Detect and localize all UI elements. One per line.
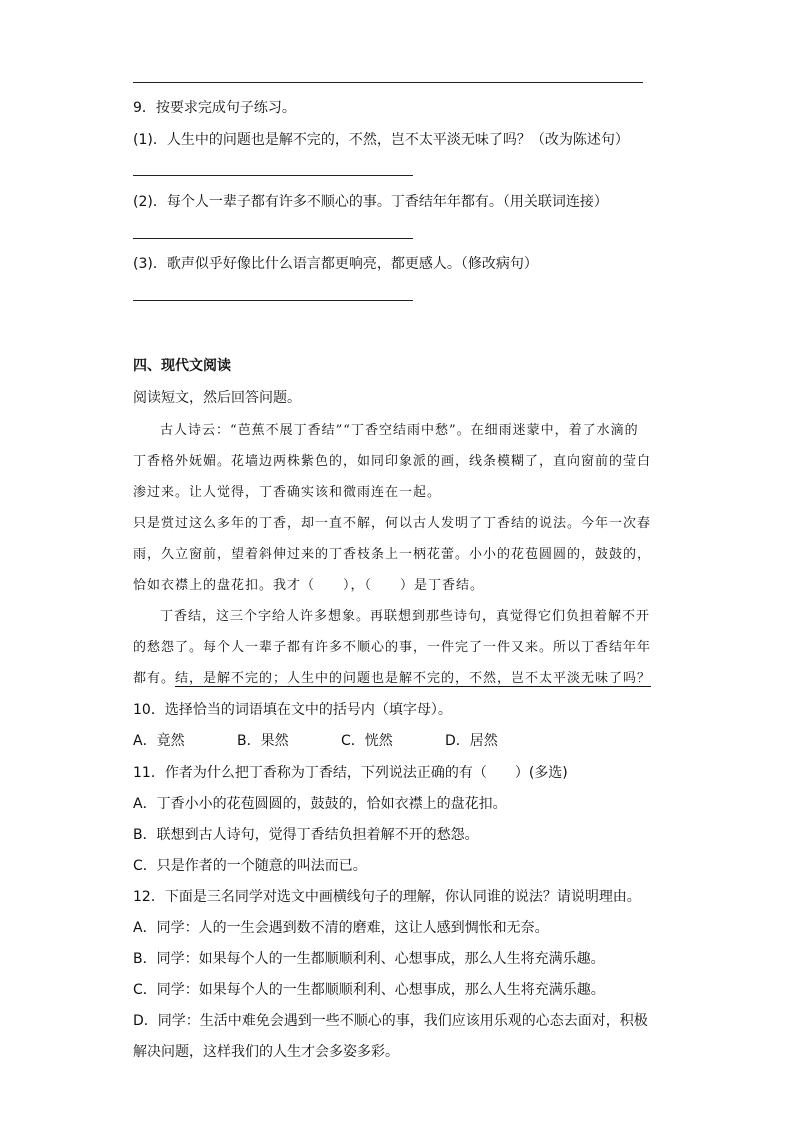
q12-option-a[interactable]: A．同学：人的一生会遇到数不清的磨难，这让人感到惆怅和无奈。 [133,920,549,936]
passage-line-6: 恰如衣襟上的盘花扣。我才（ ），（ ）是丁香结。 [133,578,485,593]
q9-title: 9．按要求完成句子练习。 [133,100,296,116]
q10-option-a[interactable]: A．竟然 [133,733,185,749]
q10-option-b[interactable]: B．果然 [237,733,289,749]
top-rule [133,82,643,83]
underlined-sentence: 结，是解不完的；人生中的问题也是解不完的，不然，岂不太平淡无味了吗？ [175,671,652,686]
q10-title: 10．选择恰当的词语填在文中的括号内（填字母）。 [133,702,452,718]
q11-option-a[interactable]: A．丁香小小的花苞圆圆的，鼓鼓的，恰如衣襟上的盘花扣。 [133,796,507,812]
q12-option-d-line-1[interactable]: D．同学：生活中难免会遇到一些不顺心的事，我们应该用乐观的心态去面对，积极 [133,1013,648,1029]
passage-line-4: 只是赏过这么多年的丁香，却一直不解，何以古人发明了丁香结的说法。今年一次春 [133,516,652,531]
q9-item-3: (3)．歌声似乎好像比什么语言都更响亮，都更感人。（修改病句） [133,256,538,272]
q12-option-d-line-2[interactable]: 解决问题，这样我们的人生才会多姿多彩。 [133,1044,399,1060]
passage-line-5: 雨，久立窗前，望着斜伸过来的丁香枝条上一柄花蕾。小小的花苞圆圆的，鼓鼓的， [133,547,652,562]
q10-option-d[interactable]: D．居然 [445,733,498,749]
q9-answer-line-3[interactable] [133,300,413,301]
q9-item-2: (2)．每个人一辈子都有许多不顺心的事。丁香结年年都有。（用关联词连接） [133,194,608,210]
q12-option-c[interactable]: C．同学：如果每个人的一生都顺顺利利、心想事成，那么人生将充满乐趣。 [133,982,605,998]
passage-line-1: 古人诗云：“芭蕉不展丁香结”“丁香空结雨中愁”。在细雨迷蒙中，着了水滴的 [160,423,639,438]
q12-title: 12．下面是三名同学对选文中画横线句子的理解，你认同谁的说法？请说明理由。 [133,889,641,905]
q9-answer-line-2[interactable] [133,238,413,239]
q9-answer-line-1[interactable] [133,175,413,176]
q11-option-c[interactable]: C．只是作者的一个随意的叫法而已。 [133,858,367,874]
passage-line-7: 丁香结，这三个字给人许多想象。再联想到那些诗句，真觉得它们负担着解不开 [160,609,651,624]
q9-item-1: (1)．人生中的问题也是解不完的，不然，岂不太平淡无味了吗？（改为陈述句） [133,132,629,148]
q11-title: 11．作者为什么把丁香称为丁香结，下列说法正确的有（ ）(多选) [133,765,568,781]
passage-line-8: 的愁怨了。每个人一辈子都有许多不顺心的事，一件完了一件又来。所以丁香结年年 [133,640,652,655]
section-instruction: 阅读短文，然后回答问题。 [133,390,301,406]
q12-option-b[interactable]: B．同学：如果每个人的一生都顺顺利利、心想事成，那么人生将充满乐趣。 [133,951,605,967]
section-heading: 四、现代文阅读 [133,358,231,374]
passage-line-3: 渗过来。让人觉得，丁香确实该和微雨连在一起。 [133,485,442,500]
q10-option-c[interactable]: C．恍然 [341,733,393,749]
passage-line-9-start: 都有。 [133,671,176,686]
passage-line-2: 丁香格外妩媚。花墙边两株紫色的，如同印象派的画，线条模糊了，直向窗前的莹白 [133,454,652,469]
q11-option-b[interactable]: B．联想到古人诗句，觉得丁香结负担着解不开的愁怨。 [133,827,479,843]
passage-line-9 [133,669,651,689]
